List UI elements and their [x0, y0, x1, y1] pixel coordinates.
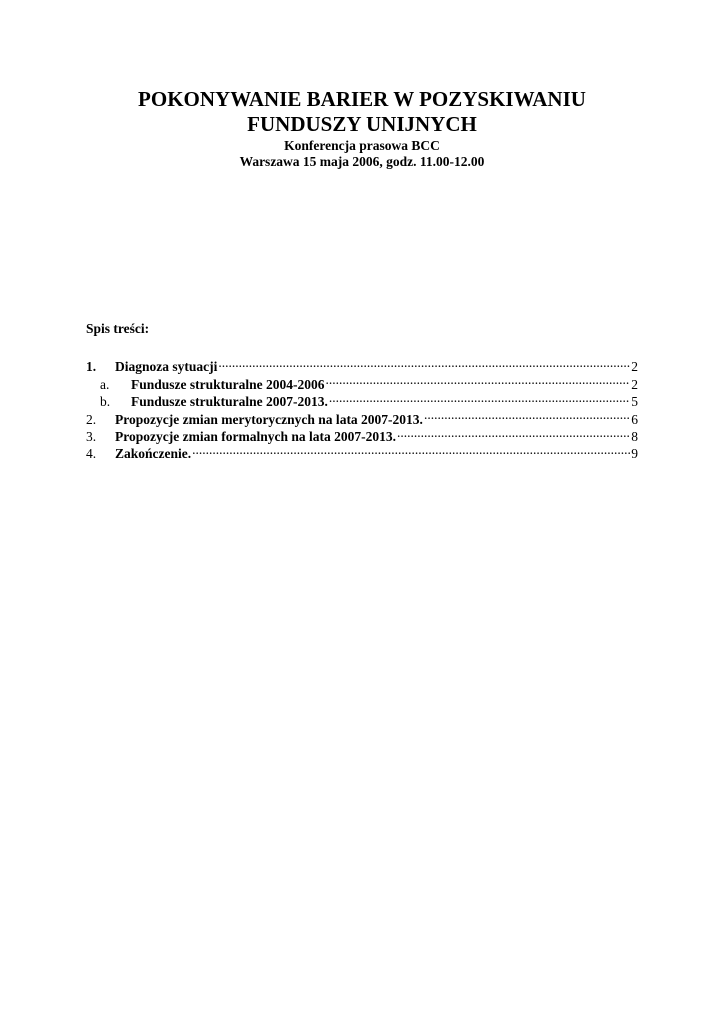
toc-entry-number: 1. — [86, 359, 97, 375]
toc-entry-label: Propozycje zmian formalnych na lata 2007-2013. — [115, 428, 396, 444]
document-title-line-1: POKONYWANIE BARIER W POZYSKIWANIU — [138, 87, 586, 111]
toc-entry-1[interactable] — [86, 354, 638, 375]
toc-entry-label: Diagnoza sytuacji — [115, 359, 218, 375]
toc-entry-number: 4. — [86, 446, 97, 462]
toc-dot-leader — [326, 371, 631, 388]
toc-dot-leader — [218, 354, 630, 371]
toc-entry-label: Fundusze strukturalne 2004-2006 — [131, 376, 325, 392]
document-subtitle-line-2: Warszawa 15 maja 2006, godz. 11.00-12.00 — [239, 154, 485, 169]
toc-entry-page: 2 — [631, 359, 638, 375]
toc-dot-leader — [397, 424, 630, 441]
toc-entry-label: Propozycje zmian merytorycznych na lata 2007-2013. — [115, 411, 423, 427]
toc-entry-number: 3. — [86, 428, 97, 444]
toc-dot-leader — [329, 389, 630, 406]
document-subtitle-line-1: Konferencja prasowa BCC — [284, 138, 440, 153]
toc-entry-page: 2 — [631, 376, 638, 392]
toc-entry-label: Zakończenie. — [115, 446, 192, 462]
toc-entry-page: 9 — [631, 446, 638, 462]
toc-dot-leader — [424, 406, 630, 423]
toc-heading: Spis treści: — [86, 321, 150, 336]
toc-entry-number: 2. — [86, 411, 97, 427]
toc-entry-number: a. — [100, 376, 110, 392]
toc-entry-label: Fundusze strukturalne 2007-2013. — [131, 394, 328, 410]
table-of-contents — [86, 354, 638, 462]
toc-entry-number: b. — [100, 394, 111, 410]
toc-entry-page: 8 — [631, 428, 638, 444]
toc-entry-page: 5 — [631, 394, 638, 410]
toc-entry-page: 6 — [631, 411, 638, 427]
toc-dot-leader — [192, 441, 630, 458]
document-title-line-2: FUNDUSZY UNIJNYCH — [247, 112, 477, 136]
